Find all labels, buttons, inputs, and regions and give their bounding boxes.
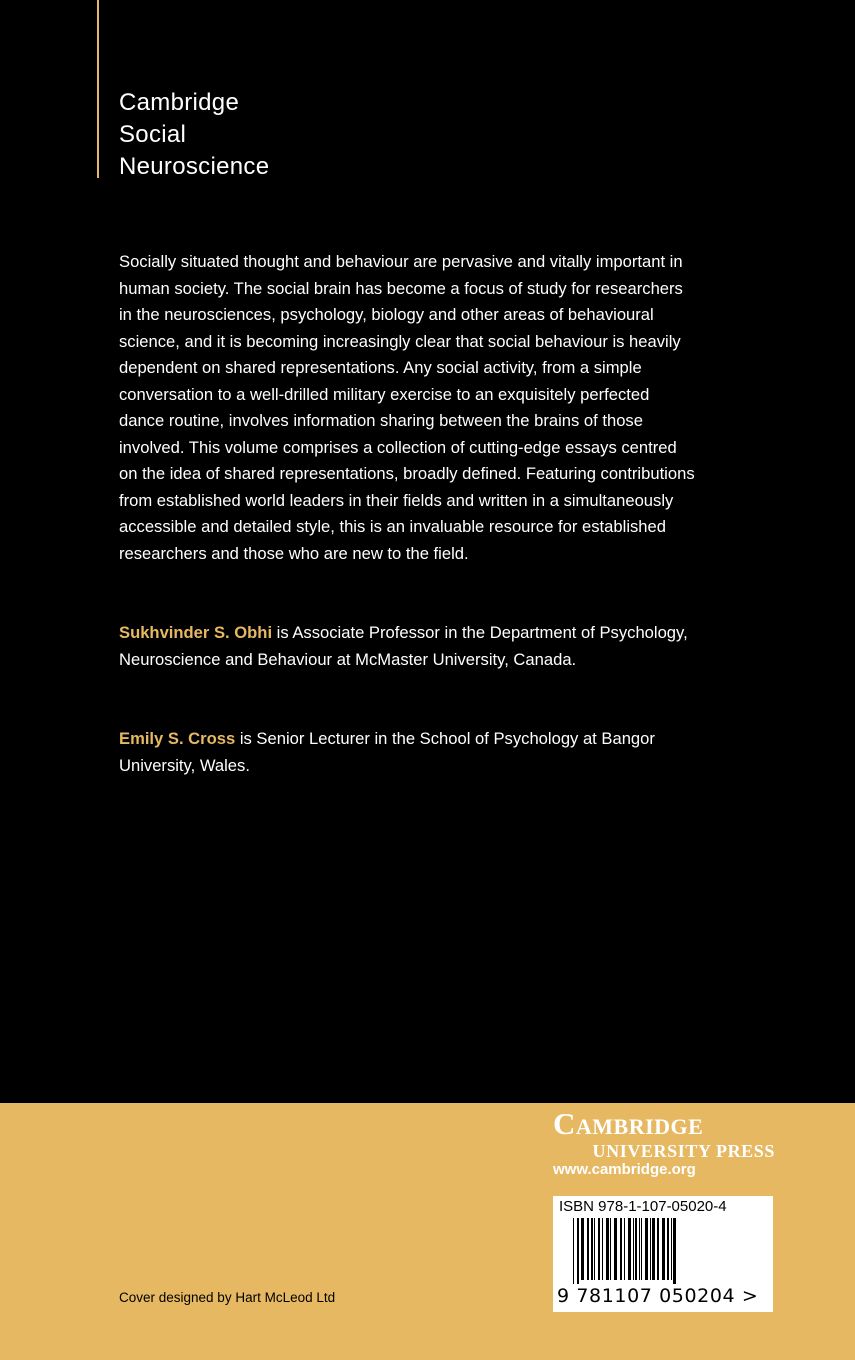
barcode-bar — [641, 1218, 642, 1280]
barcode-bar — [591, 1218, 593, 1280]
barcode-bar — [581, 1218, 584, 1280]
barcode-bar — [673, 1218, 676, 1284]
publisher-press: UNIVERSITY PRESS — [592, 1141, 775, 1161]
barcode-bar — [602, 1218, 603, 1280]
barcode-bar — [652, 1218, 655, 1280]
barcode-bar — [657, 1218, 659, 1280]
barcode-bar — [614, 1218, 617, 1280]
barcode-bar — [650, 1218, 651, 1280]
publisher-name: Cambridge — [553, 1106, 704, 1141]
barcode-bar — [573, 1218, 574, 1284]
series-title-line-3: Neuroscience — [119, 153, 270, 180]
author-name-1: Sukhvinder S. Obhi — [119, 623, 273, 642]
barcode-bar — [620, 1218, 622, 1280]
cover-credit: Cover designed by Hart McLeod Ltd — [119, 1290, 336, 1305]
publisher-url: www.cambridge.org — [553, 1161, 696, 1178]
barcode-icon — [559, 1218, 767, 1284]
publisher-logo — [553, 1107, 775, 1179]
author-bio-text-1: is Associate Professor in the Department of Psychology, Neuroscience and Behaviour at McMaster University, Canada. — [119, 623, 688, 669]
top-accent-rule — [97, 0, 99, 178]
author-bio-text-2: is Senior Lecturer in the School of Psychology at Bangor University, Wales. — [119, 729, 655, 775]
barcode-bar — [577, 1218, 579, 1284]
book-description: Socially situated thought and behaviour are pervasive and vitally important in human society. The social brain has become a focus of study for researchers in the neurosciences, psychology, biology and other areas of behavioural science, and it is becoming increasingly clear that social behaviour is heavily dependent on shared representations. Any social activity, from a simple conversation to a well-drilled military exercise to an exquisitely perfected dance routine, involves information sharing between the brains of those involved. This volume comprises a collection of cutting-edge essays centred on the idea of shared representations, broadly defined. Featuring contributions from established world leaders in their fields and written in a simultaneously accessible and detailed style, this is an invaluable resource for established researchers and those who are new to the field. — [119, 252, 695, 563]
barcode-bar — [635, 1218, 637, 1280]
barcode-bar — [598, 1218, 600, 1280]
barcode-digits: 9 781107 050204 > — [557, 1285, 759, 1307]
isbn-barcode-box — [553, 1196, 773, 1312]
barcode-bar — [645, 1218, 648, 1280]
barcode-bar — [610, 1218, 611, 1280]
barcode-bar — [624, 1218, 625, 1280]
series-title-line-1: Cambridge — [119, 89, 240, 116]
author-bio-2 — [119, 726, 699, 779]
barcode-bar — [587, 1218, 589, 1280]
isbn-label: ISBN 978-1-107-05020-4 — [559, 1198, 727, 1215]
barcode-bar — [606, 1218, 609, 1280]
barcode-bar — [667, 1218, 669, 1280]
barcode-bar — [633, 1218, 634, 1280]
author-name-2: Emily S. Cross — [119, 729, 236, 748]
author-bio-1 — [119, 620, 699, 673]
barcode-bar — [628, 1218, 631, 1280]
series-title-line-2: Social — [119, 121, 187, 148]
barcode-bar — [662, 1218, 665, 1280]
barcode-bar — [639, 1218, 640, 1280]
barcode-bar — [594, 1218, 595, 1280]
barcode-bar — [671, 1218, 672, 1280]
series-title — [119, 87, 269, 183]
